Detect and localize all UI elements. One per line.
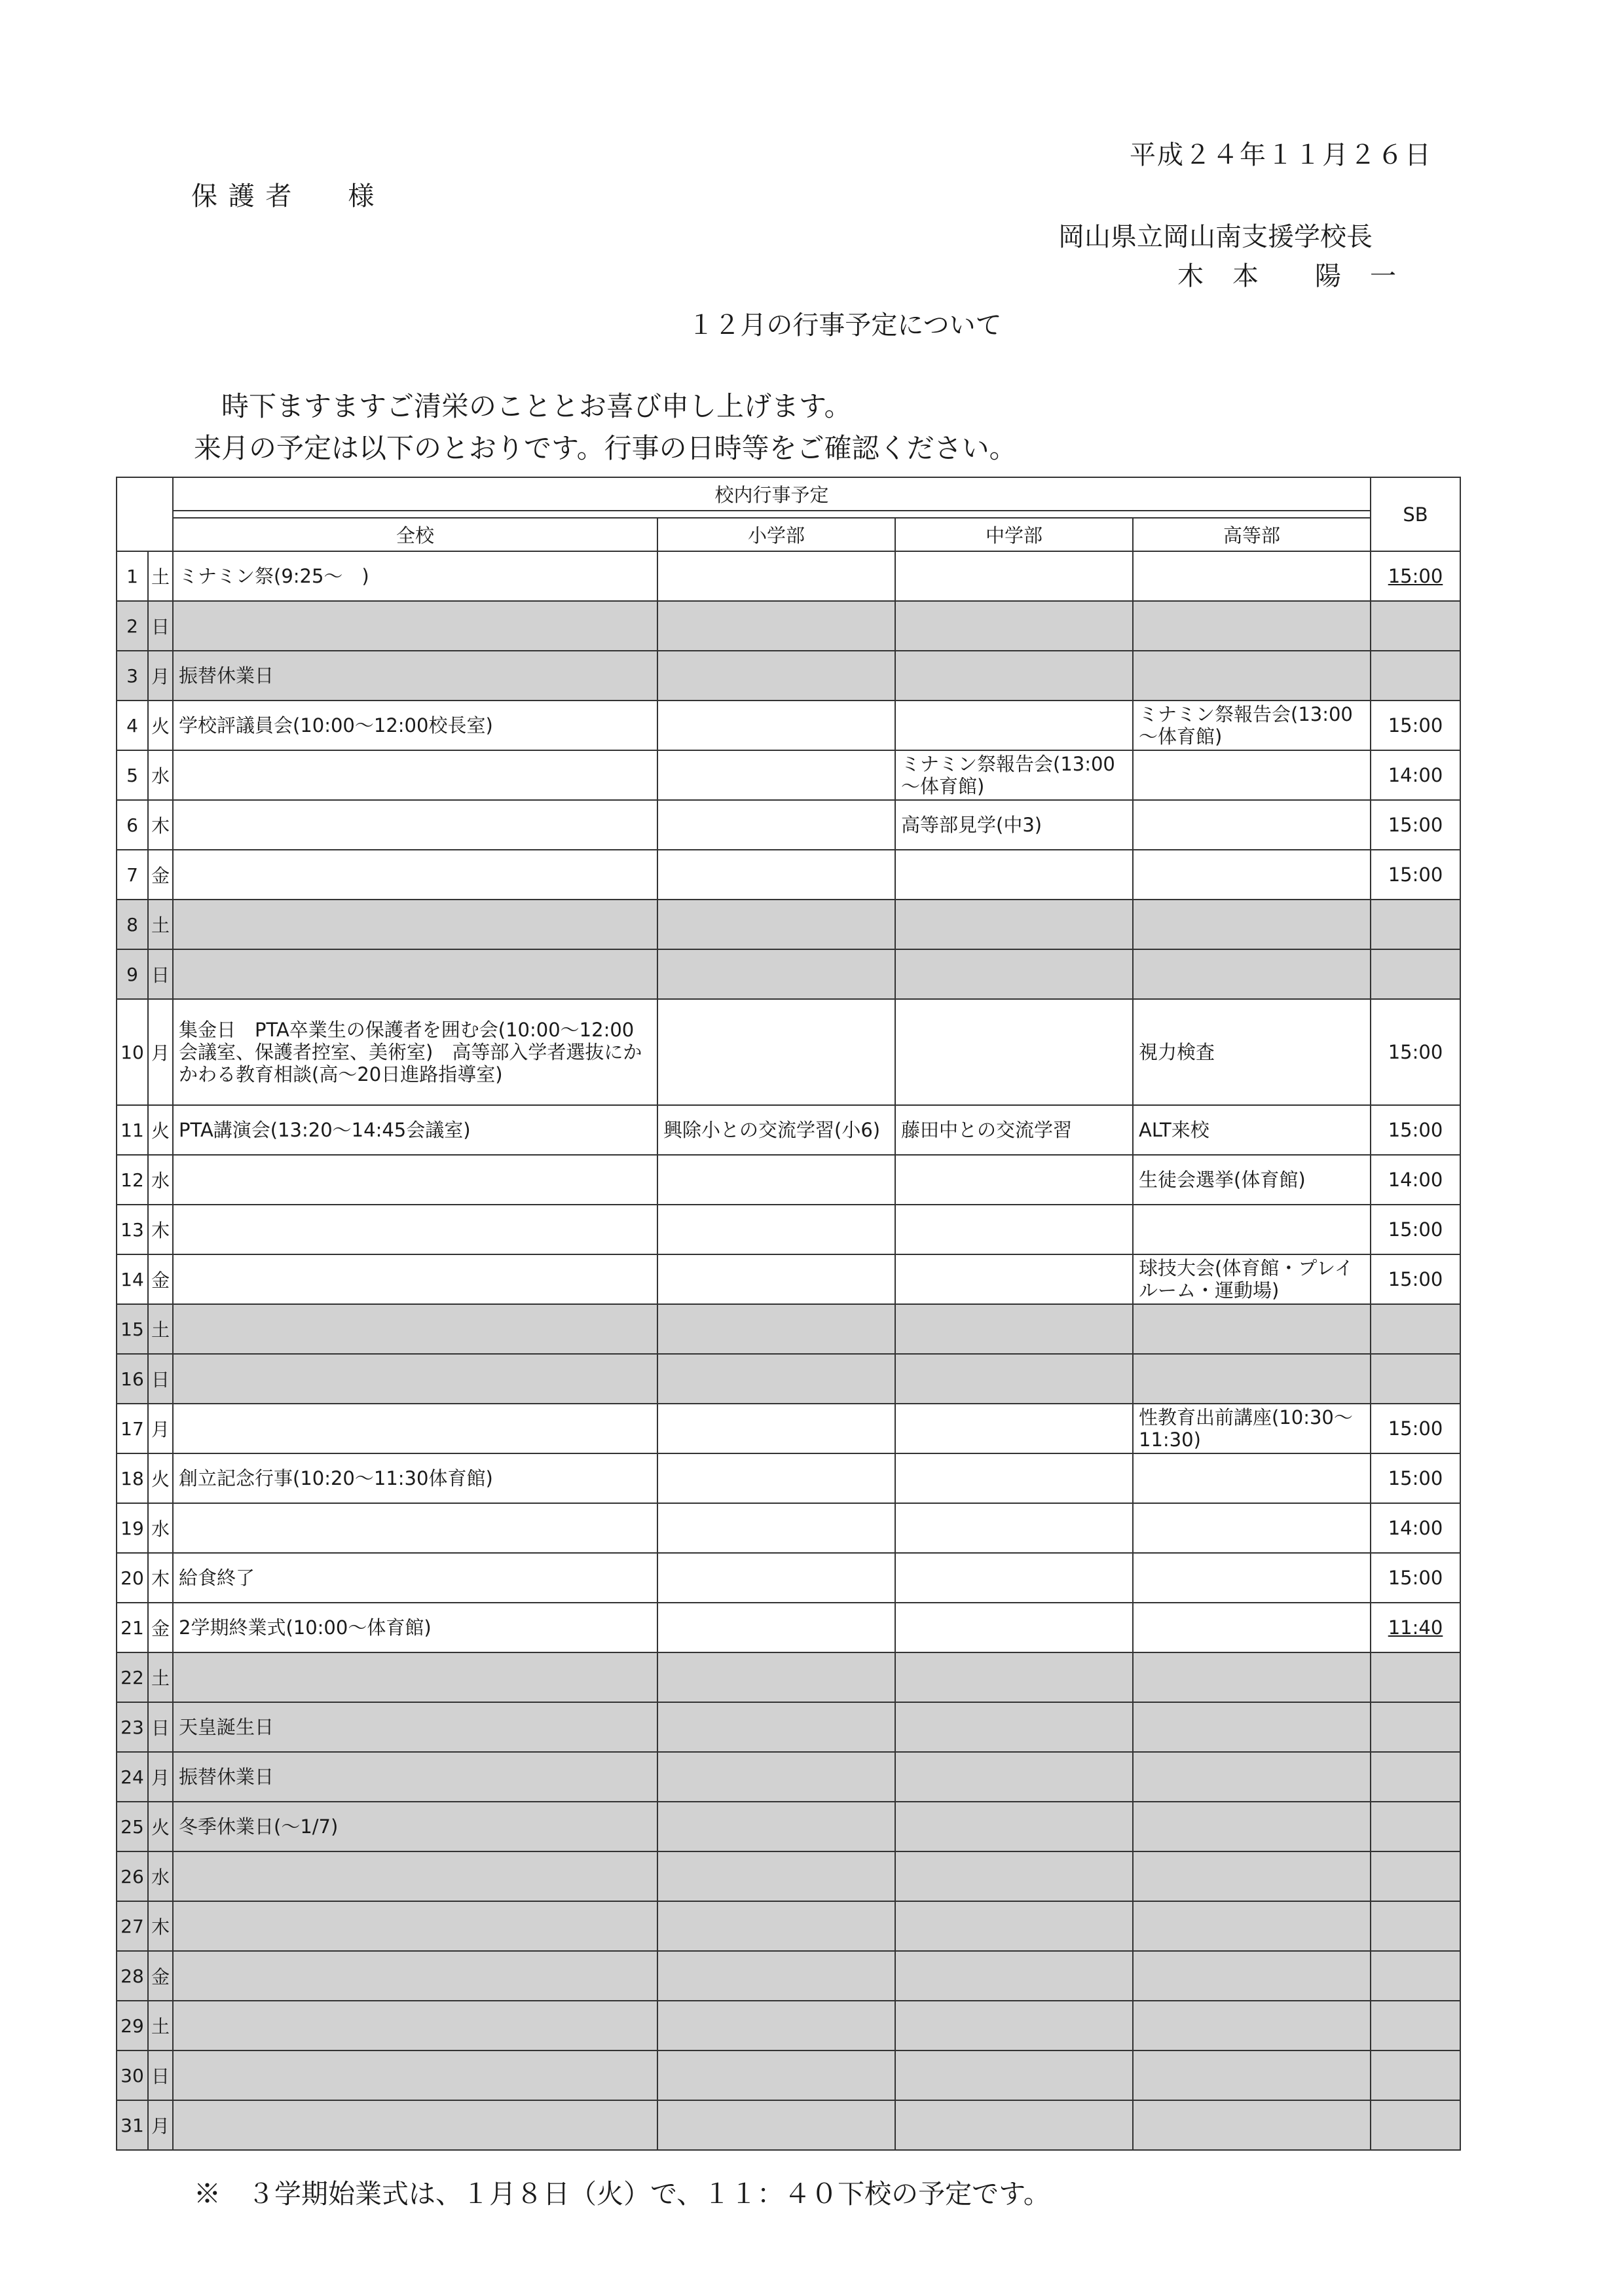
weekday-cell: 日 xyxy=(148,2050,173,2100)
event-junior-cell xyxy=(895,1503,1133,1553)
col-header-junior: 中学部 xyxy=(895,518,1133,551)
sb-time-cell xyxy=(1371,1802,1460,1851)
sb-time-cell: 15:00 xyxy=(1371,1205,1460,1254)
table-row xyxy=(117,1105,1460,1155)
sb-time-cell: 15:00 xyxy=(1371,1453,1460,1503)
day-cell: 11 xyxy=(117,1105,148,1155)
table-row xyxy=(117,551,1460,601)
event-junior-cell xyxy=(895,1453,1133,1503)
weekday-cell: 火 xyxy=(148,701,173,750)
event-elementary-cell xyxy=(657,800,895,850)
recipient: 保 護 者 様 xyxy=(191,181,376,211)
sb-time-cell: 15:00 xyxy=(1371,1254,1460,1304)
day-cell: 2 xyxy=(117,601,148,651)
table-row xyxy=(117,1702,1460,1752)
weekday-cell: 金 xyxy=(148,1603,173,1652)
day-cell: 29 xyxy=(117,2001,148,2050)
event-senior-cell xyxy=(1133,850,1371,900)
event-elementary-cell xyxy=(657,1603,895,1652)
day-cell: 30 xyxy=(117,2050,148,2100)
event-all-cell: 振替休業日 xyxy=(173,1752,657,1802)
day-cell: 23 xyxy=(117,1702,148,1752)
table-row xyxy=(117,1951,1460,2001)
sb-time-cell xyxy=(1371,1354,1460,1404)
table-row xyxy=(117,701,1460,750)
table-row xyxy=(117,750,1460,800)
weekday-cell: 日 xyxy=(148,949,173,999)
event-senior-cell xyxy=(1133,1205,1371,1254)
event-senior-cell: ALT来校 xyxy=(1133,1105,1371,1155)
event-junior-cell xyxy=(895,999,1133,1105)
event-junior-cell xyxy=(895,1652,1133,1702)
sb-time-cell xyxy=(1371,1652,1460,1702)
event-elementary-cell: 興除小との交流学習(小6) xyxy=(657,1105,895,1155)
event-senior-cell: 生徒会選挙(体育館) xyxy=(1133,1155,1371,1205)
event-junior-cell: 高等部見学(中3) xyxy=(895,800,1133,850)
event-junior-cell xyxy=(895,900,1133,949)
day-cell: 14 xyxy=(117,1254,148,1304)
event-all-cell xyxy=(173,601,657,651)
day-cell: 12 xyxy=(117,1155,148,1205)
event-elementary-cell xyxy=(657,2100,895,2150)
event-senior-cell xyxy=(1133,1304,1371,1354)
table-row xyxy=(117,1354,1460,1404)
sb-time-cell xyxy=(1371,949,1460,999)
sb-time-cell xyxy=(1371,651,1460,701)
event-senior-cell xyxy=(1133,651,1371,701)
event-all-cell xyxy=(173,1901,657,1951)
weekday-cell: 火 xyxy=(148,1105,173,1155)
day-cell: 5 xyxy=(117,750,148,800)
event-junior-cell: ミナミン祭報告会(13:00～体育館) xyxy=(895,750,1133,800)
event-elementary-cell xyxy=(657,750,895,800)
table-row xyxy=(117,1205,1460,1254)
event-junior-cell xyxy=(895,1304,1133,1354)
weekday-cell: 土 xyxy=(148,900,173,949)
table-row xyxy=(117,1752,1460,1802)
day-cell: 8 xyxy=(117,900,148,949)
sb-time-cell: 15:00 xyxy=(1371,850,1460,900)
day-cell: 19 xyxy=(117,1503,148,1553)
col-header-senior: 高等部 xyxy=(1133,518,1371,551)
event-elementary-cell xyxy=(657,1205,895,1254)
event-elementary-cell xyxy=(657,900,895,949)
day-cell: 27 xyxy=(117,1901,148,1951)
event-elementary-cell xyxy=(657,1802,895,1851)
weekday-cell: 土 xyxy=(148,551,173,601)
event-junior-cell xyxy=(895,1354,1133,1404)
event-elementary-cell xyxy=(657,1702,895,1752)
sb-time-cell xyxy=(1371,551,1460,601)
event-junior-cell xyxy=(895,1404,1133,1453)
day-cell: 31 xyxy=(117,2100,148,2150)
event-all-cell xyxy=(173,1652,657,1702)
event-senior-cell xyxy=(1133,601,1371,651)
day-cell: 15 xyxy=(117,1304,148,1354)
group-header: 校内行事予定 xyxy=(173,477,1371,511)
event-all-cell: 冬季休業日(～1/7) xyxy=(173,1802,657,1851)
table-row xyxy=(117,1453,1460,1503)
event-all-cell xyxy=(173,750,657,800)
sb-time-underlined: 15:00 xyxy=(1388,565,1443,587)
sb-time-cell xyxy=(1371,2001,1460,2050)
sb-time-cell xyxy=(1371,2050,1460,2100)
day-cell: 21 xyxy=(117,1603,148,1652)
weekday-cell: 木 xyxy=(148,1553,173,1603)
event-all-cell xyxy=(173,850,657,900)
weekday-cell: 水 xyxy=(148,1851,173,1901)
event-elementary-cell xyxy=(657,1304,895,1354)
event-junior-cell xyxy=(895,601,1133,651)
event-junior-cell xyxy=(895,1155,1133,1205)
day-cell: 26 xyxy=(117,1851,148,1901)
event-all-cell xyxy=(173,800,657,850)
col-header-all: 全校 xyxy=(173,518,657,551)
event-elementary-cell xyxy=(657,701,895,750)
event-junior-cell xyxy=(895,1702,1133,1752)
event-elementary-cell xyxy=(657,651,895,701)
table-row xyxy=(117,1802,1460,1851)
event-all-cell xyxy=(173,1354,657,1404)
weekday-cell: 日 xyxy=(148,1354,173,1404)
sb-time-cell: 15:00 xyxy=(1371,1553,1460,1603)
school-name: 岡山県立岡山南支援学校長 xyxy=(1058,222,1373,252)
sb-time-cell xyxy=(1371,1851,1460,1901)
event-all-cell xyxy=(173,1155,657,1205)
schedule-body xyxy=(117,551,1460,2150)
sb-time-cell: 15:00 xyxy=(1371,999,1460,1105)
sb-time-cell xyxy=(1371,1304,1460,1354)
schedule-table xyxy=(116,477,1461,2151)
weekday-cell: 月 xyxy=(148,1752,173,1802)
event-elementary-cell xyxy=(657,1951,895,2001)
event-senior-cell xyxy=(1133,1453,1371,1503)
event-all-cell xyxy=(173,1951,657,2001)
event-elementary-cell xyxy=(657,1901,895,1951)
principal-name: 木 本 陽 一 xyxy=(1177,261,1397,291)
weekday-cell: 土 xyxy=(148,1652,173,1702)
event-all-cell xyxy=(173,1851,657,1901)
table-row xyxy=(117,800,1460,850)
event-elementary-cell xyxy=(657,1404,895,1453)
event-all-cell: 給食終了 xyxy=(173,1553,657,1603)
table-row xyxy=(117,2100,1460,2150)
event-senior-cell xyxy=(1133,551,1371,601)
weekday-cell: 水 xyxy=(148,1503,173,1553)
day-cell: 17 xyxy=(117,1404,148,1453)
sb-time-cell xyxy=(1371,1603,1460,1652)
sb-time-cell: 15:00 xyxy=(1371,1105,1460,1155)
event-senior-cell: 性教育出前講座(10:30～11:30) xyxy=(1133,1404,1371,1453)
day-cell: 10 xyxy=(117,999,148,1105)
event-senior-cell xyxy=(1133,1553,1371,1603)
event-senior-cell xyxy=(1133,900,1371,949)
event-senior-cell xyxy=(1133,1702,1371,1752)
sb-time-cell xyxy=(1371,1901,1460,1951)
col-header-sb: SB xyxy=(1371,477,1460,551)
event-elementary-cell xyxy=(657,1254,895,1304)
weekday-cell: 金 xyxy=(148,850,173,900)
event-junior-cell xyxy=(895,949,1133,999)
event-junior-cell xyxy=(895,551,1133,601)
event-all-cell xyxy=(173,949,657,999)
event-all-cell: PTA講演会(13:20～14:45会議室) xyxy=(173,1105,657,1155)
event-junior-cell xyxy=(895,651,1133,701)
event-junior-cell xyxy=(895,1901,1133,1951)
event-senior-cell: ミナミン祭報告会(13:00～体育館) xyxy=(1133,701,1371,750)
event-senior-cell xyxy=(1133,949,1371,999)
event-senior-cell xyxy=(1133,1503,1371,1553)
table-row xyxy=(117,601,1460,651)
event-senior-cell xyxy=(1133,800,1371,850)
greeting-line-1: 時下ますますご清栄のこととお喜び申し上げます。 xyxy=(221,390,852,422)
event-junior-cell xyxy=(895,1752,1133,1802)
event-junior-cell xyxy=(895,1205,1133,1254)
event-junior-cell xyxy=(895,1802,1133,1851)
day-cell: 28 xyxy=(117,1951,148,2001)
event-all-cell xyxy=(173,2001,657,2050)
weekday-cell: 金 xyxy=(148,1951,173,2001)
weekday-cell: 日 xyxy=(148,1702,173,1752)
event-all-cell xyxy=(173,1205,657,1254)
sb-time-cell xyxy=(1371,601,1460,651)
event-all-cell xyxy=(173,2050,657,2100)
event-all-cell xyxy=(173,2100,657,2150)
day-cell: 22 xyxy=(117,1652,148,1702)
event-senior-cell xyxy=(1133,2100,1371,2150)
table-row xyxy=(117,850,1460,900)
table-row xyxy=(117,651,1460,701)
weekday-cell: 木 xyxy=(148,1901,173,1951)
day-cell: 25 xyxy=(117,1802,148,1851)
event-elementary-cell xyxy=(657,999,895,1105)
day-cell: 13 xyxy=(117,1205,148,1254)
header-gap xyxy=(173,511,1371,518)
footer-note: ※ ３学期始業式は、１月８日（火）で、１１：４０下校の予定です。 xyxy=(194,2178,1050,2210)
day-cell: 24 xyxy=(117,1752,148,1802)
event-elementary-cell xyxy=(657,1553,895,1603)
event-senior-cell xyxy=(1133,1752,1371,1802)
table-row xyxy=(117,949,1460,999)
weekday-cell: 月 xyxy=(148,999,173,1105)
table-row xyxy=(117,1553,1460,1603)
weekday-cell: 木 xyxy=(148,1205,173,1254)
event-junior-cell xyxy=(895,2100,1133,2150)
event-elementary-cell xyxy=(657,1851,895,1901)
event-junior-cell xyxy=(895,1254,1133,1304)
event-all-cell xyxy=(173,1503,657,1553)
event-elementary-cell xyxy=(657,1503,895,1553)
event-senior-cell xyxy=(1133,1354,1371,1404)
sb-time-cell: 14:00 xyxy=(1371,1503,1460,1553)
event-elementary-cell xyxy=(657,949,895,999)
event-all-cell: 創立記念行事(10:20～11:30体育館) xyxy=(173,1453,657,1503)
event-elementary-cell xyxy=(657,850,895,900)
sb-time-cell: 14:00 xyxy=(1371,1155,1460,1205)
event-elementary-cell xyxy=(657,2050,895,2100)
sb-time-underlined: 11:40 xyxy=(1388,1616,1443,1639)
table-row xyxy=(117,1652,1460,1702)
day-cell: 18 xyxy=(117,1453,148,1503)
event-all-cell xyxy=(173,1254,657,1304)
sb-time-cell: 14:00 xyxy=(1371,750,1460,800)
sb-time-cell: 15:00 xyxy=(1371,701,1460,750)
day-cell: 16 xyxy=(117,1354,148,1404)
weekday-cell: 月 xyxy=(148,1404,173,1453)
sb-time-cell xyxy=(1371,2100,1460,2150)
event-junior-cell xyxy=(895,1553,1133,1603)
event-senior-cell xyxy=(1133,1603,1371,1652)
event-all-cell xyxy=(173,1404,657,1453)
sb-time-cell: 15:00 xyxy=(1371,800,1460,850)
sb-time-cell xyxy=(1371,1752,1460,1802)
event-all-cell xyxy=(173,1304,657,1354)
table-row xyxy=(117,900,1460,949)
weekday-cell: 土 xyxy=(148,2001,173,2050)
table-row xyxy=(117,1901,1460,1951)
document-title: １２月の行事予定について xyxy=(688,310,1002,340)
day-cell: 20 xyxy=(117,1553,148,1603)
greeting-line-2: 来月の予定は以下のとおりです。行事の日時等をご確認ください。 xyxy=(194,432,1017,464)
event-all-cell xyxy=(173,900,657,949)
event-senior-cell xyxy=(1133,1851,1371,1901)
day-cell: 4 xyxy=(117,701,148,750)
table-row xyxy=(117,1603,1460,1652)
weekday-cell: 火 xyxy=(148,1802,173,1851)
event-junior-cell xyxy=(895,850,1133,900)
event-junior-cell xyxy=(895,1851,1133,1901)
event-all-cell: 天皇誕生日 xyxy=(173,1702,657,1752)
event-senior-cell xyxy=(1133,1901,1371,1951)
event-elementary-cell xyxy=(657,1155,895,1205)
weekday-cell: 月 xyxy=(148,651,173,701)
event-all-cell: 学校評議員会(10:00～12:00校長室) xyxy=(173,701,657,750)
table-row xyxy=(117,2050,1460,2100)
table-row xyxy=(117,1254,1460,1304)
sb-time-cell xyxy=(1371,900,1460,949)
weekday-cell: 木 xyxy=(148,800,173,850)
day-cell: 7 xyxy=(117,850,148,900)
event-senior-cell xyxy=(1133,2050,1371,2100)
table-row xyxy=(117,1304,1460,1354)
weekday-cell: 金 xyxy=(148,1254,173,1304)
table-row xyxy=(117,1851,1460,1901)
event-all-cell: 振替休業日 xyxy=(173,651,657,701)
document-date: 平成２４年１１月２６日 xyxy=(1130,140,1432,170)
event-senior-cell xyxy=(1133,750,1371,800)
weekday-cell: 火 xyxy=(148,1453,173,1503)
day-cell: 6 xyxy=(117,800,148,850)
event-junior-cell xyxy=(895,1951,1133,2001)
event-elementary-cell xyxy=(657,1453,895,1503)
event-elementary-cell xyxy=(657,1652,895,1702)
event-elementary-cell xyxy=(657,551,895,601)
col-header-elementary: 小学部 xyxy=(657,518,895,551)
event-junior-cell xyxy=(895,1603,1133,1652)
table-row xyxy=(117,999,1460,1105)
day-cell: 9 xyxy=(117,949,148,999)
event-senior-cell: 球技大会(体育館・プレイルーム・運動場) xyxy=(1133,1254,1371,1304)
weekday-cell: 月 xyxy=(148,2100,173,2150)
weekday-cell: 水 xyxy=(148,750,173,800)
event-senior-cell xyxy=(1133,1802,1371,1851)
event-all-cell: 2学期終業式(10:00～体育館) xyxy=(173,1603,657,1652)
sb-time-cell xyxy=(1371,1951,1460,2001)
event-all-cell: 集金日 PTA卒業生の保護者を囲む会(10:00～12:00会議室、保護者控室、美術室) 高等部入学者選抜にかかわる教育相談(高～20日進路指導室) xyxy=(173,999,657,1105)
weekday-cell: 土 xyxy=(148,1304,173,1354)
table-row xyxy=(117,1503,1460,1553)
event-elementary-cell xyxy=(657,1752,895,1802)
table-row xyxy=(117,1155,1460,1205)
table-row xyxy=(117,1404,1460,1453)
event-senior-cell: 視力検査 xyxy=(1133,999,1371,1105)
event-senior-cell xyxy=(1133,1652,1371,1702)
event-junior-cell xyxy=(895,2001,1133,2050)
sb-time-cell xyxy=(1371,1702,1460,1752)
event-junior-cell xyxy=(895,2050,1133,2100)
weekday-cell: 水 xyxy=(148,1155,173,1205)
weekday-cell: 日 xyxy=(148,601,173,651)
date-header-cell xyxy=(117,477,173,551)
event-senior-cell xyxy=(1133,1951,1371,2001)
day-cell: 1 xyxy=(117,551,148,601)
day-cell: 3 xyxy=(117,651,148,701)
event-senior-cell xyxy=(1133,2001,1371,2050)
event-junior-cell: 藤田中との交流学習 xyxy=(895,1105,1133,1155)
event-all-cell: ミナミン祭(9:25～ ) xyxy=(173,551,657,601)
event-elementary-cell xyxy=(657,1354,895,1404)
event-elementary-cell xyxy=(657,2001,895,2050)
sb-time-cell: 15:00 xyxy=(1371,1404,1460,1453)
event-junior-cell xyxy=(895,701,1133,750)
table-row xyxy=(117,2001,1460,2050)
event-elementary-cell xyxy=(657,601,895,651)
